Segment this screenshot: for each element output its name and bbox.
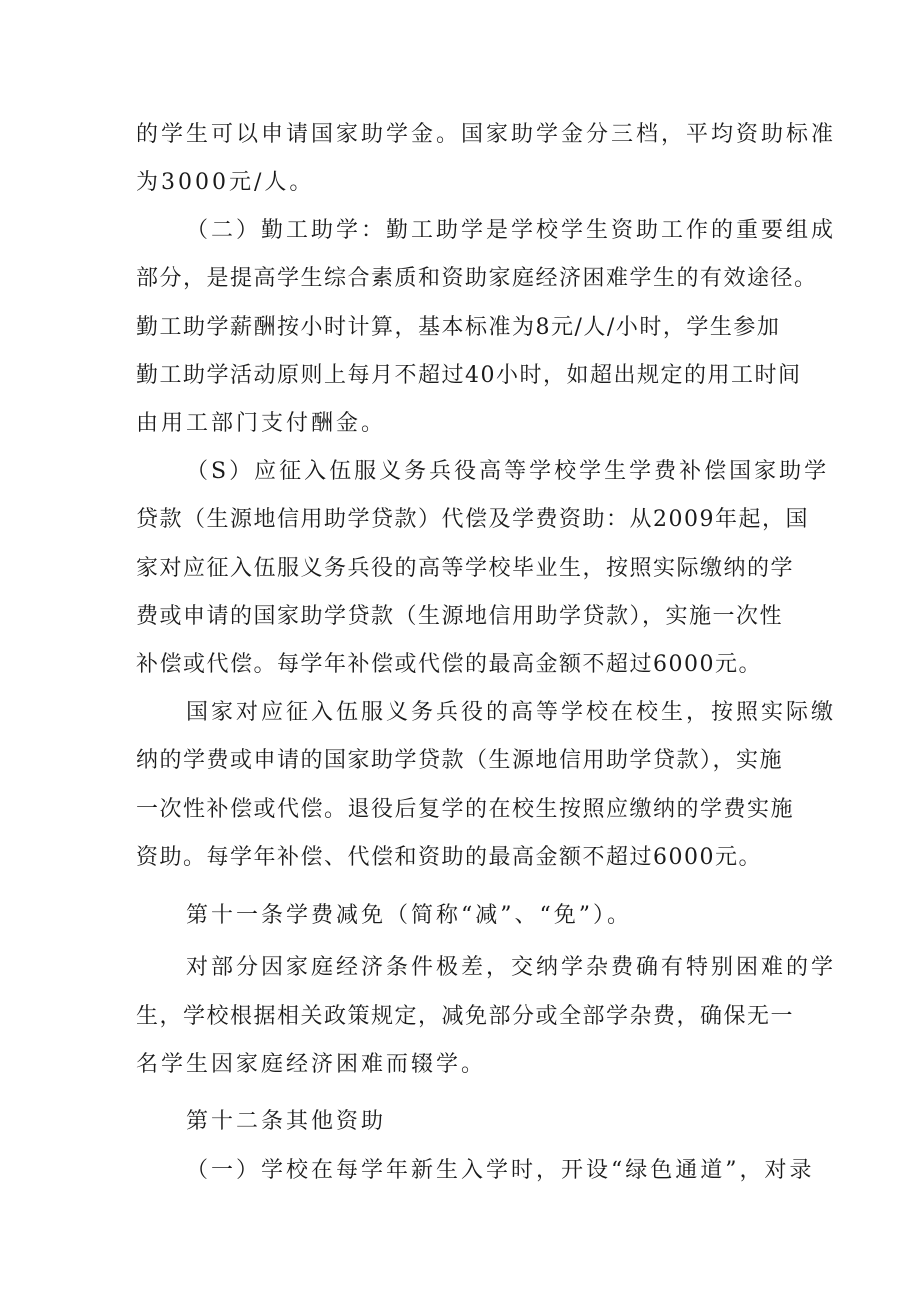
article-eleven-heading: 第十一条学费减免（简称“减”、“免”）。: [186, 903, 632, 928]
text-line-16: 资助。每学年补偿、代偿和资助的最高金额不超过6000元。: [136, 845, 762, 870]
text-line-7: 由用工部门支付酬金。: [136, 411, 387, 436]
section-two-heading-line: （二）勤工助学：勤工助学是学校学生资助工作的重要组成: [186, 218, 837, 243]
text-line-4: 部分，是提高学生综合素质和资助家庭经济困难学生的有效途径。: [136, 266, 818, 291]
text-line-13: 国家对应征入伍服义务兵役的高等学校在校生，按照实际缴: [186, 700, 837, 725]
text-line-6: 勤工助学活动原则上每月不超过40小时，如超出规定的用工时间: [136, 363, 802, 388]
text-line-10: 家对应征入伍服义务兵役的高等学校毕业生，按照实际缴纳的学: [136, 556, 795, 581]
text-line-11: 费或申请的国家助学贷款（生源地信用助学贷款），实施一次性: [136, 604, 784, 629]
text-line-18: 对部分因家庭经济条件极差，交纳学杂费确有特别困难的学: [186, 955, 837, 980]
text-line-22: （一）学校在每学年新生入学时，开设“绿色通道”，对录: [186, 1158, 815, 1183]
text-line-19: 生，学校根据相关政策规定，减免部分或全部学杂费，确保无一: [136, 1004, 795, 1029]
text-line-2: 为3000元/人。: [136, 170, 315, 195]
article-twelve-heading: 第十二条其他资助: [186, 1109, 387, 1134]
text-line-1: 的学生可以申请国家助学金。国家助学金分三档，平均资助标准: [136, 122, 837, 147]
text-line-9: 贷款（生源地信用助学贷款）代偿及学费资助：从2009年起，国: [136, 507, 809, 532]
text-line-12: 补偿或代偿。每学年补偿或代偿的最高金额不超过6000元。: [136, 652, 762, 677]
text-line-14: 纳的学费或申请的国家助学贷款（生源地信用助学贷款），实施: [136, 748, 784, 773]
text-line-5: 勤工助学薪酬按小时计算，基本标准为8元/人/小时，学生参加: [136, 315, 781, 340]
section-three-heading-line: （S）应征入伍服义务兵役高等学校学生学费补偿国家助学: [186, 459, 830, 484]
text-line-20: 名学生因家庭经济困难而辍学。: [136, 1052, 487, 1077]
text-line-15: 一次性补偿或代偿。退役后复学的在校生按照应缴纳的学费实施: [136, 797, 795, 822]
